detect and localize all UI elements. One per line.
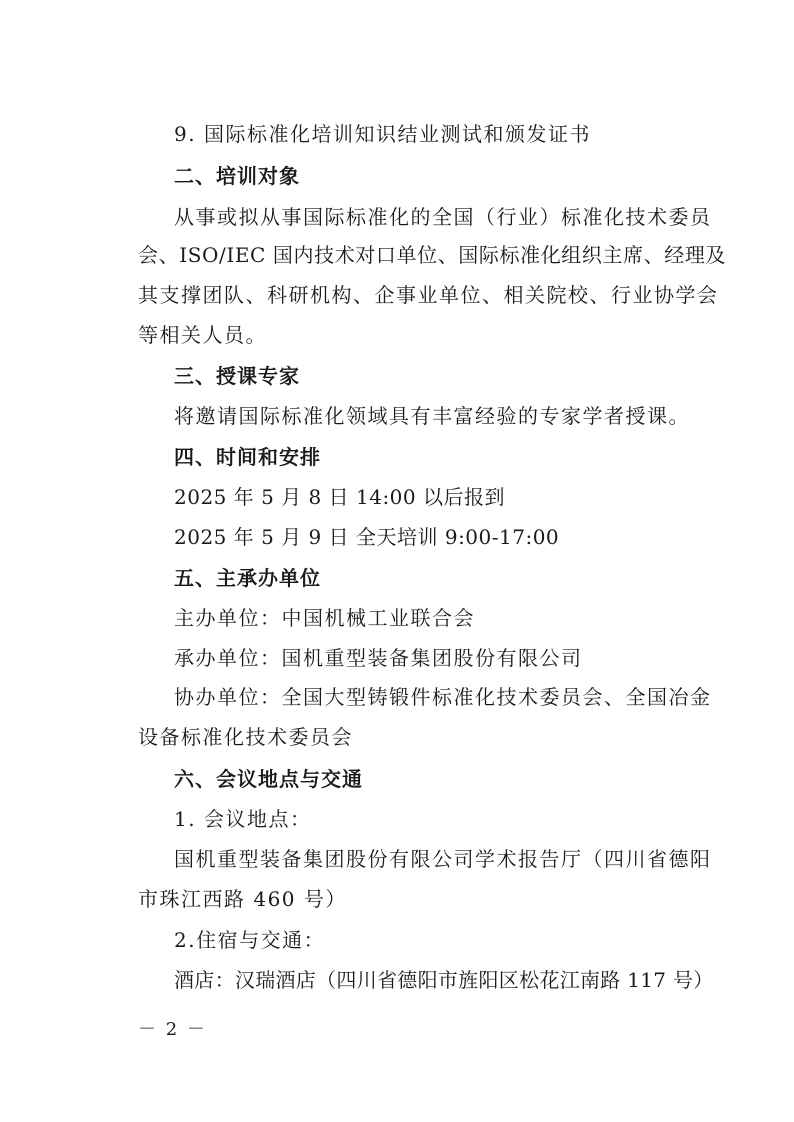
- paragraph-line: 等相关人员。: [138, 323, 267, 347]
- paragraph-line: 会、ISO/IEC 国内技术对口单位、国际标准化组织主席、经理及: [138, 243, 727, 267]
- venue-line: 国机重型装备集团股份有限公司学术报告厅（四川省德阳: [174, 847, 712, 871]
- paragraph-line: 从事或拟从事国际标准化的全国（行业）标准化技术委员: [174, 205, 712, 229]
- paragraph-line: 将邀请国际标准化领域具有丰富经验的专家学者授课。: [174, 404, 690, 428]
- list-item-9: 9. 国际标准化培训知识结业测试和颁发证书: [174, 122, 591, 146]
- organizer-line: 设备标准化技术委员会: [138, 725, 353, 749]
- section-heading-venue: 六、会议地点与交通: [174, 767, 363, 791]
- section-heading-organizers: 五、主承办单位: [174, 566, 321, 590]
- organizer-line: 主办单位：中国机械工业联合会: [174, 606, 475, 630]
- venue-line: 市珠江西路 460 号）: [138, 887, 347, 911]
- section-heading-schedule: 四、时间和安排: [174, 445, 321, 469]
- schedule-line: 2025 年 5 月 8 日 14:00 以后报到: [174, 485, 505, 509]
- venue-subheading: 1. 会议地点：: [174, 807, 312, 831]
- section-heading-training-targets: 二、培训对象: [174, 164, 300, 188]
- organizer-line: 承办单位：国机重型装备集团股份有限公司: [174, 646, 583, 670]
- section-heading-lecturers: 三、授课专家: [174, 364, 300, 388]
- paragraph-line: 其支撑团队、科研机构、企事业单位、相关院校、行业协学会: [138, 283, 719, 307]
- page-number: － 2 －: [138, 1019, 207, 1040]
- schedule-line: 2025 年 5 月 9 日 全天培训 9:00-17:00: [174, 525, 560, 549]
- organizer-line: 协办单位：全国大型铸锻件标准化技术委员会、全国冶金: [174, 685, 712, 709]
- accommodation-subheading: 2.住宿与交通：: [174, 928, 326, 952]
- hotel-line: 酒店：汉瑞酒店（四川省德阳市旌阳区松花江南路 117 号）: [174, 968, 714, 992]
